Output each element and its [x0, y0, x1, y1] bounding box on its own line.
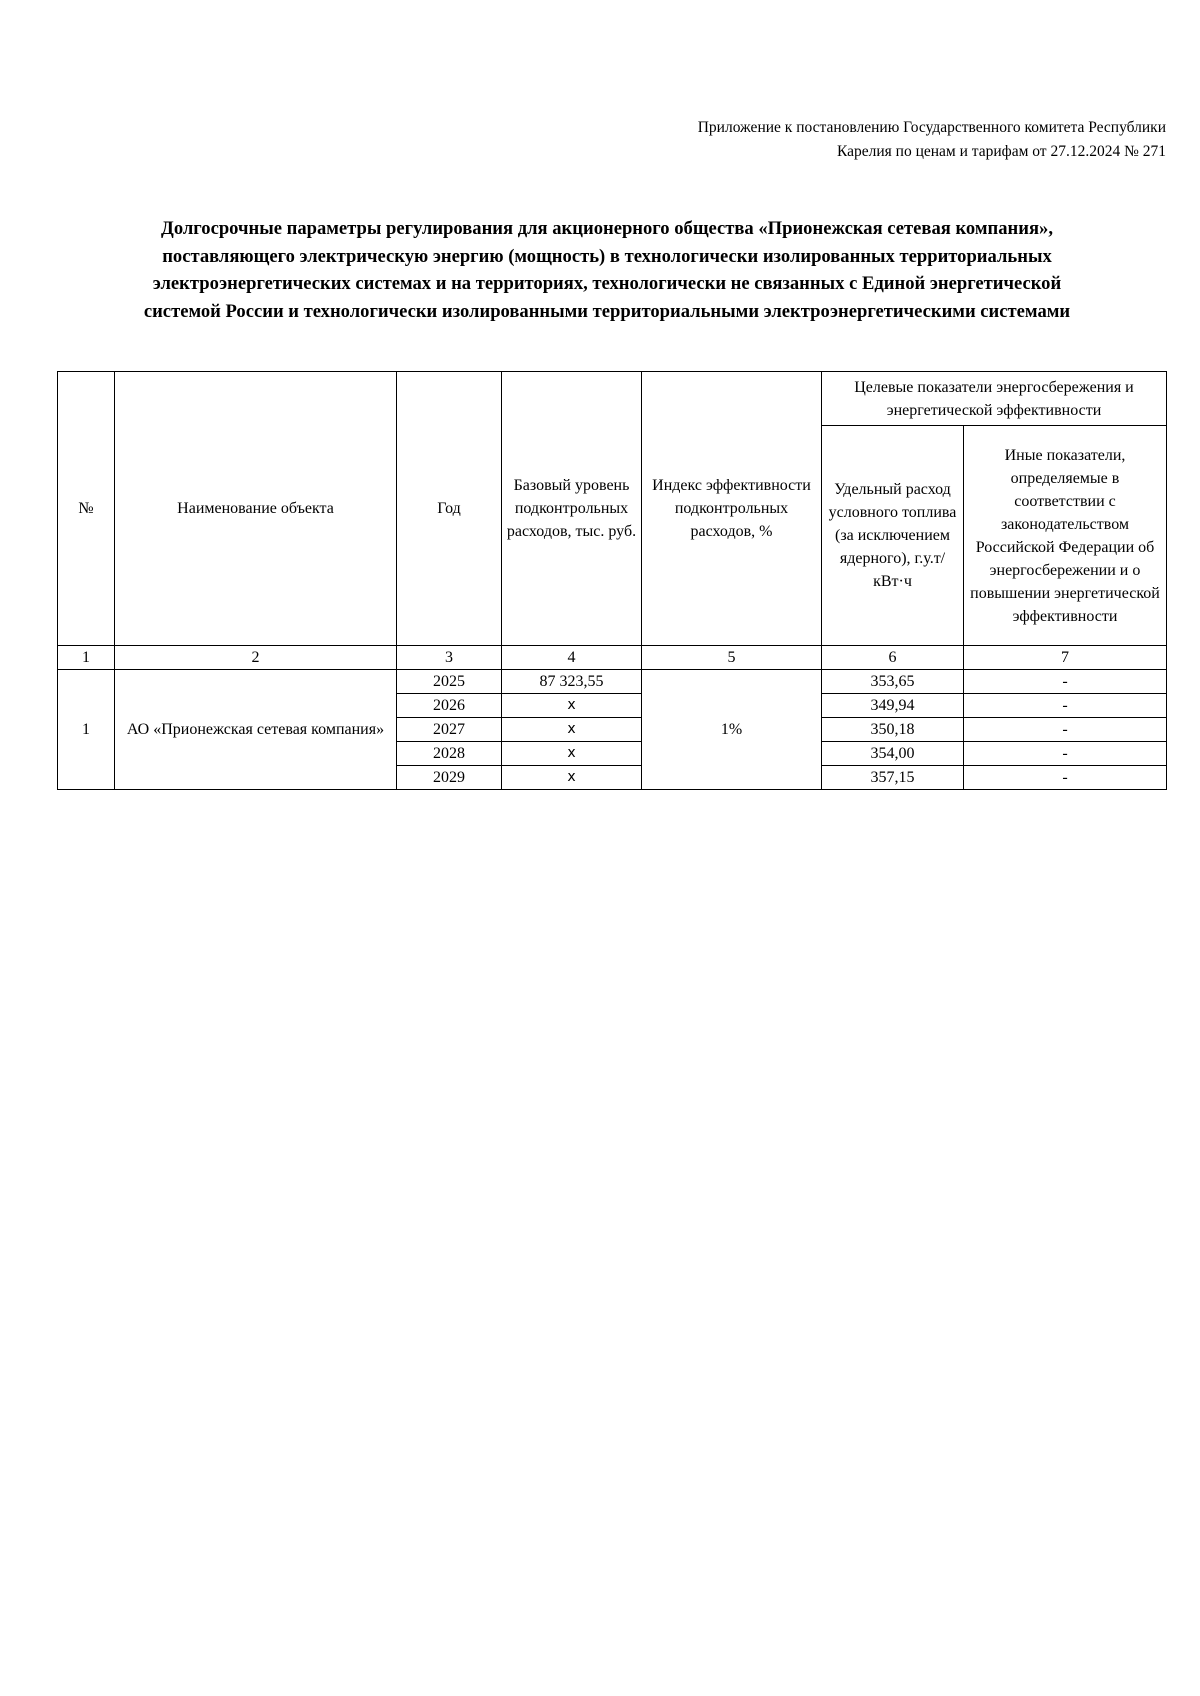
cell-other: -: [964, 766, 1167, 790]
header-efficiency-index: Индекс эффективности подконтрольных расходов, %: [642, 372, 822, 646]
title-line-2: поставляющего электрическую энергию (мощность) в технологически изолированных территориальных: [162, 245, 1052, 267]
cell-fuel-rate: 353,65: [822, 670, 964, 694]
cell-base-level: x: [502, 766, 642, 790]
header-row-1: [58, 372, 1167, 426]
col-number-7: 7: [964, 646, 1167, 670]
col-number-1: 1: [58, 646, 115, 670]
entry-name: АО «Прионежская сетевая компания»: [115, 670, 397, 790]
cell-other: -: [964, 718, 1167, 742]
col-number-6: 6: [822, 646, 964, 670]
cell-year: 2028: [397, 742, 502, 766]
header-other-indicators: Иные показатели, определяемые в соответствии с законодательством Российской Федерации об энергосбережении и о повышении энергетической эффективности: [964, 426, 1167, 646]
cell-base-level: x: [502, 742, 642, 766]
header-name: Наименование объекта: [115, 372, 397, 646]
appendix-line-2: Карелия по ценам и тарифам от 27.12.2024 № 271: [836, 143, 1166, 160]
col-number-2: 2: [115, 646, 397, 670]
column-numbers-row: [58, 646, 1167, 670]
cell-other: -: [964, 670, 1167, 694]
header-fuel-rate: Удельный расход условного топлива (за исключением ядерного), г.у.т/кВт·ч: [822, 426, 964, 646]
header-num: №: [58, 372, 115, 646]
cell-base-level: x: [502, 718, 642, 742]
cell-fuel-rate: 349,94: [822, 694, 964, 718]
header-year: Год: [397, 372, 502, 646]
title-line-3: электроэнергетических системах и на территориях, технологически не связанных с Единой энергетической: [152, 273, 1062, 294]
cell-year: 2029: [397, 766, 502, 790]
header-target-indicators: Целевые показатели энергосбережения и энергетической эффективности: [822, 372, 1167, 426]
cell-fuel-rate: 354,00: [822, 742, 964, 766]
cell-year: 2025: [397, 670, 502, 694]
cell-year: 2027: [397, 718, 502, 742]
table-row: [58, 670, 1167, 694]
header-base-level: Базовый уровень подконтрольных расходов, тыс. руб.: [502, 372, 642, 646]
cell-fuel-rate: 350,18: [822, 718, 964, 742]
cell-year: 2026: [397, 694, 502, 718]
cell-base-level: x: [502, 694, 642, 718]
cell-base-level: 87 323,55: [502, 670, 642, 694]
appendix-note: [606, 116, 1166, 164]
appendix-line-1: Приложение к постановлению Государственного комитета Республики: [697, 119, 1166, 136]
col-number-3: 3: [397, 646, 502, 670]
col-number-4: 4: [502, 646, 642, 670]
title-line-4: системой России и технологически изолированными территориальными электроэнергетическими системами: [143, 300, 1071, 322]
title-line-1: Долгосрочные параметры регулирования для акционерного общества «Прионежская сетевая компания»,: [161, 218, 1053, 239]
entry-num: 1: [58, 670, 115, 790]
col-number-5: 5: [642, 646, 822, 670]
cell-other: -: [964, 694, 1167, 718]
entry-efficiency-index: 1%: [642, 670, 822, 790]
document-title: [60, 215, 1154, 325]
regulation-parameters-table: [57, 371, 1167, 790]
cell-fuel-rate: 357,15: [822, 766, 964, 790]
cell-other: -: [964, 742, 1167, 766]
